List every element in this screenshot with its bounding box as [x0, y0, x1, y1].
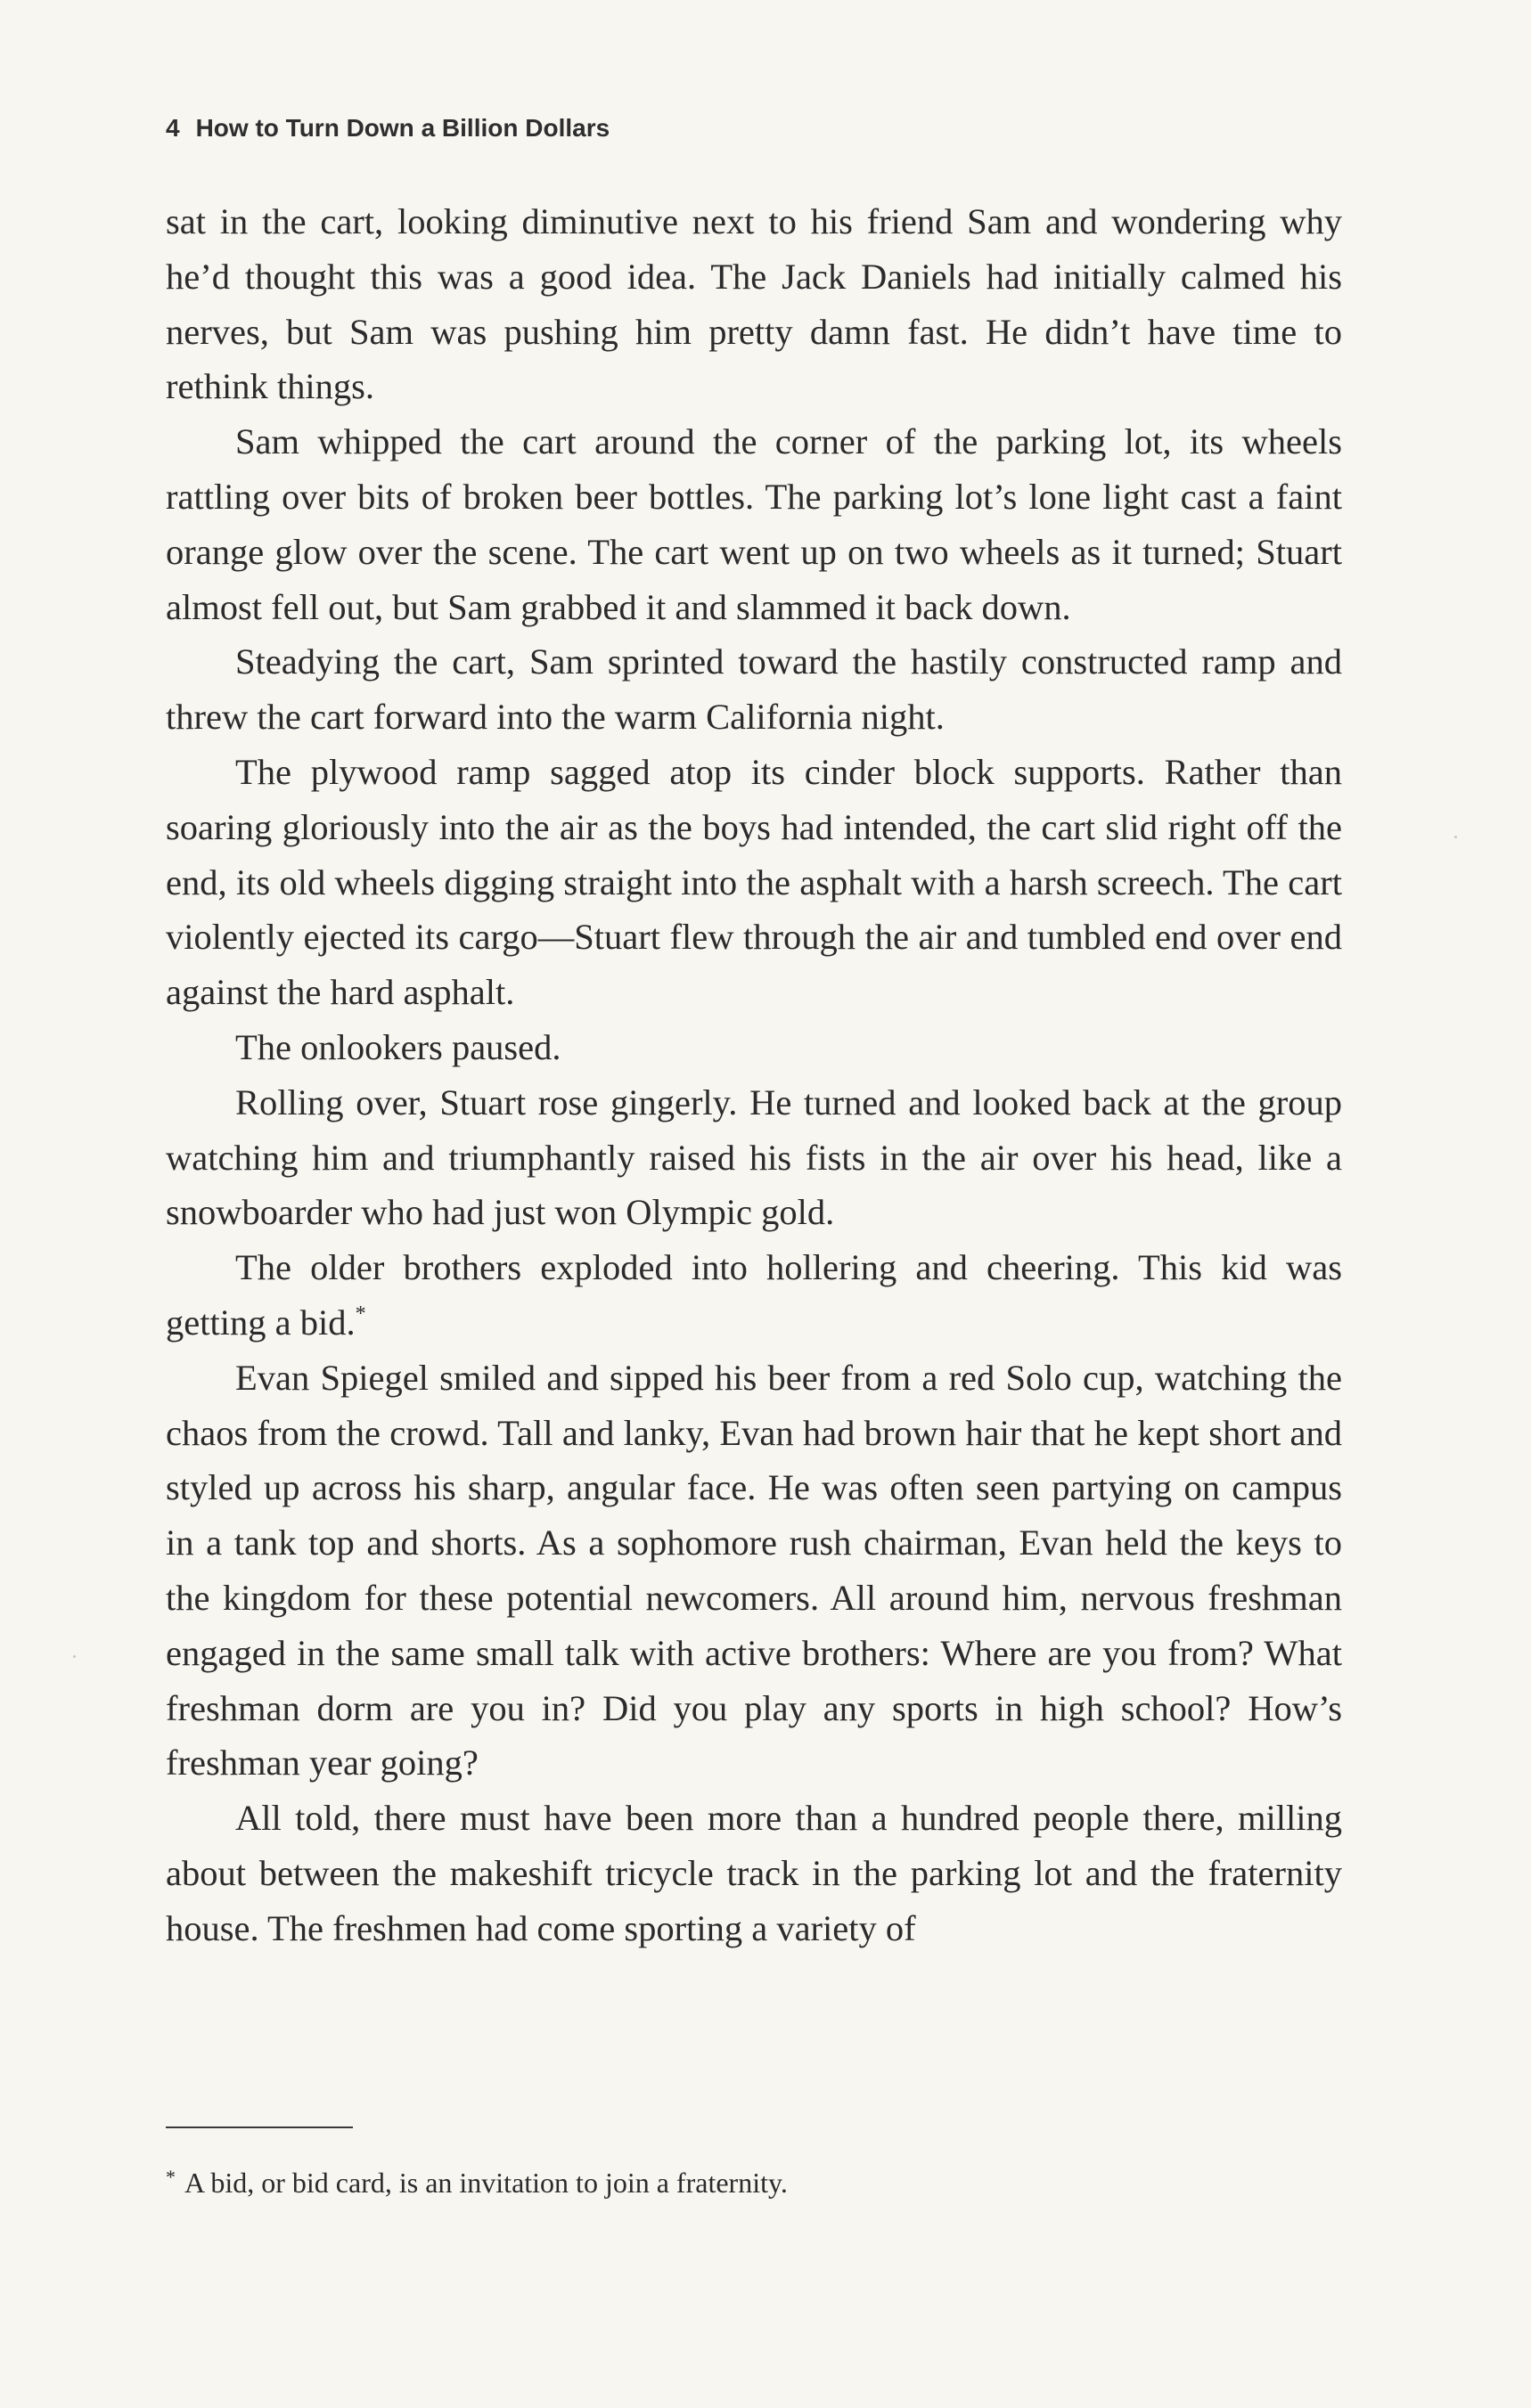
paragraph: All told, there must have been more than a hundred people there, milling about between the makeshift tricycle track in the parking lot and the fraternity house. The freshmen had come sporting a variety of [166, 1798, 1342, 1948]
footnote [166, 2159, 788, 2200]
footnote-reference: * [355, 1302, 366, 1326]
paragraph: Evan Spiegel smiled and sipped his beer from a red Solo cup, watching the chaos from the crowd. Tall and lanky, Evan had brown hair that he kept short and styled up across his sharp, angular face. He was often seen partying on campus in a tank top and shorts. As a sophomore rush chairman, Evan held the keys to the kingdom for these potential newcomers. All around him, nervous freshman engaged in the same small talk with active brothers: Where are you from? What freshman dorm are you in? Did you play any sports in high school? How’s freshman year going? [166, 1357, 1342, 1784]
paragraph-with-footnote [166, 1240, 1342, 1351]
paragraph: The onlookers paused. [235, 1026, 561, 1067]
running-header [166, 114, 610, 143]
paragraph: Rolling over, Stuart rose gingerly. He turned and looked back at the group watching him and triumphantly raised his fists in the air over his head, like a snowboarder who had just won Olympic gold. [166, 1082, 1342, 1233]
body-text [166, 194, 1342, 1956]
paragraph-text: The older brothers exploded into hollering and cheering. This kid was getting a bid. [166, 1247, 1342, 1343]
footnote-divider [166, 2126, 353, 2128]
paragraph-continued: sat in the cart, looking diminutive next to his friend Sam and wondering why he’d thought this was a good idea. The Jack Daniels had initially calmed his nerves, but Sam was pushing him pretty damn fast. He didn’t have time to rethink things. [166, 201, 1342, 407]
paper-speck [73, 1655, 76, 1658]
book-title: How to Turn Down a Billion Dollars [195, 114, 610, 142]
paper-speck [1454, 836, 1457, 838]
paragraph: Sam whipped the cart around the corner of the parking lot, its wheels rattling over bits of broken beer bottles. The parking lot’s lone light cast a faint orange glow over the scene. The cart went up on two wheels as it turned; Stuart almost fell out, but Sam grabbed it and slammed it back down. [166, 421, 1342, 627]
paragraph: Steadying the cart, Sam sprinted toward the hastily constructed ramp and threw the cart forward into the warm California night. [166, 641, 1342, 738]
page-number: 4 [166, 114, 180, 142]
footnote-text: A bid, or bid card, is an invitation to join a fraternity. [184, 2167, 788, 2199]
footnote-marker: * [166, 2166, 176, 2188]
paragraph: The plywood ramp sagged atop its cinder block supports. Rather than soaring gloriously into the air as the boys had intended, the cart slid right off the end, its old wheels digging straight into the asphalt with a harsh screech. The cart violently ejected its cargo—Stuart flew through the air and tumbled end over end against the hard asphalt. [166, 751, 1342, 1013]
